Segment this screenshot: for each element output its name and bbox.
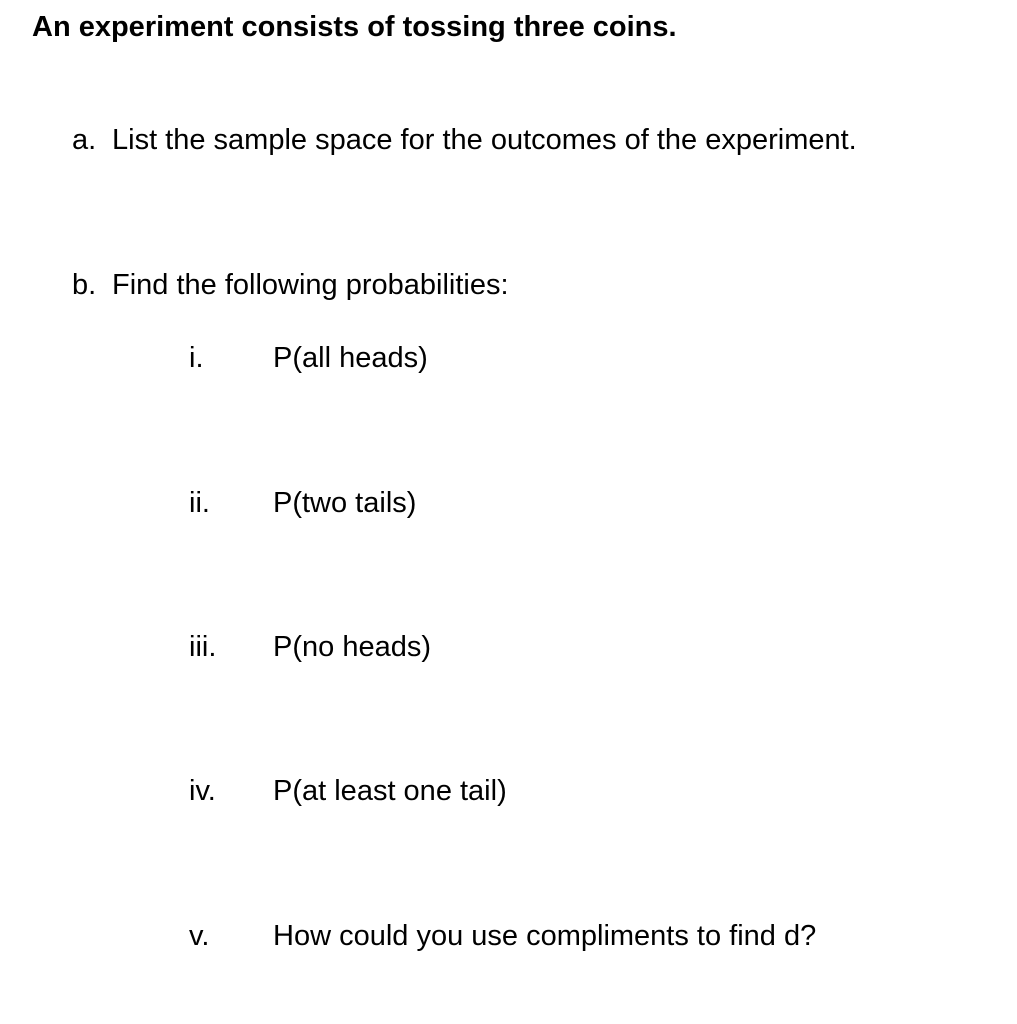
sub-item-text: P(at least one tail) — [273, 775, 507, 807]
question-b — [72, 268, 509, 302]
sub-item-numeral: v. — [189, 920, 210, 952]
sub-item-iv — [189, 774, 507, 808]
sub-item-numeral: i. — [189, 342, 204, 374]
sub-item-v — [189, 919, 816, 953]
sub-item-iii — [189, 630, 431, 664]
question-a — [72, 123, 857, 157]
sub-item-text: P(no heads) — [273, 631, 431, 663]
sub-item-i — [189, 341, 428, 375]
problem-title: An experiment consists of tossing three coins. — [32, 11, 677, 43]
question-letter: a. — [72, 124, 97, 156]
sub-item-text: How could you use compliments to find d? — [273, 920, 817, 952]
sub-item-text: P(two tails) — [273, 487, 417, 519]
sub-item-numeral: iv. — [189, 775, 216, 807]
sub-item-text: P(all heads) — [273, 342, 428, 374]
question-letter: b. — [72, 269, 97, 301]
question-text: Find the following probabilities: — [112, 269, 509, 301]
sub-item-numeral: ii. — [189, 487, 210, 519]
sub-item-numeral: iii. — [189, 631, 217, 663]
question-text: List the sample space for the outcomes of the experiment. — [112, 124, 857, 156]
sub-item-ii — [189, 486, 416, 520]
